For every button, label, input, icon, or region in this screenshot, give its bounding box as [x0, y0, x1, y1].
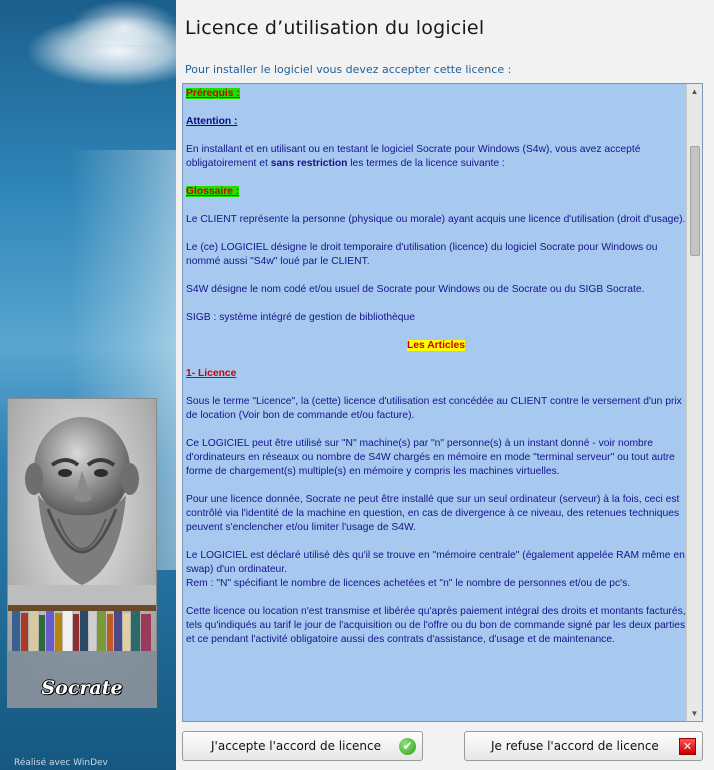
accept-button-label: J'accepte l'accord de licence [211, 739, 382, 753]
cloud-decoration [28, 16, 176, 86]
articles-heading: Les Articles [407, 340, 465, 351]
scroll-thumb[interactable] [690, 146, 700, 256]
section1-paragraph: Pour une licence donnée, Socrate ne peut être installé que sur un seul ordinateur (serveur) à la fois, ceci est contrôlé via l'identité de la machine en question, en cas de divergence à ce niveau, des retenues techniques peuvent s'enclencher et/ou limiter l'usage de S4W. [186, 494, 680, 533]
glossaire-heading: Glossaire : [186, 186, 240, 197]
section1-paragraph: Sous le terme "Licence", la (cette) licence d'utilisation est concédée au CLIENT contre le versement d'un prix de location (Voir bon de commande et/ou facture). [186, 396, 682, 421]
memory-line: Le LOGICIEL est déclaré utilisé dès qu'il se trouve en "mémoire centrale" (également appelée RAM même en swap) d'un ordinateur. [186, 550, 685, 575]
close-square-icon: ✕ [679, 738, 696, 755]
intro-bold-text: sans restriction [270, 158, 348, 169]
transfer-paragraph: Cette licence ou location n'est transmise et libérée qu'après paiement intégral des droits et montants facturés, tels qu'indiqués au tarif le jour de l'acquisition ou de l'offre ou du bon de commande signé par les deux parties et ce pendant l'activité obligatoire aussi des contrats d'assistance, d'usage et de maintenance. [186, 606, 686, 645]
page-subtitle: Pour installer le logiciel vous devez accepter cette licence : [185, 63, 512, 76]
arrow-down-icon[interactable]: ▼ [690, 709, 699, 718]
section1-paragraph: Ce LOGICIEL peut être utilisé sur "N" machine(s) par "n" personne(s) à un instant donné - voir nombre d'ordinateurs en réseaux ou nombre de S4W chargés en mémoire en mode "terminal serveur" ou tout autre forme de chargement(s) multiple(s) en mémoire y compris les machines virtuelles. [186, 438, 675, 477]
socrate-logo [7, 398, 157, 708]
check-circle-icon: ✔ [399, 738, 416, 755]
refuse-license-button[interactable] [464, 731, 703, 761]
glossary-item: Le (ce) LOGICIEL désigne le droit temporaire d'utilisation (licence) du logiciel Socrate pour Windows ou nommé aussi "S4w" loué par le CLIENT. [186, 242, 658, 267]
accept-license-button[interactable] [182, 731, 423, 761]
sidebar-panel [0, 0, 176, 770]
logo-text: Socrate [41, 677, 123, 699]
memory-remark: Rem : "N" spécifiant le nombre de licences achetées et "n" le nombre de personnes et/ou de pc's. [186, 578, 631, 589]
glossary-item: SIGB : système intégré de gestion de bibliothèque [186, 312, 415, 323]
intro-text: En installant et en utilisant ou en testant le logiciel Socrate pour Windows (S4w), vous avez accepté obligatoirement et [186, 144, 641, 169]
intro-paragraph [186, 143, 686, 171]
arrow-up-icon[interactable]: ▲ [690, 87, 699, 96]
license-content [186, 87, 686, 661]
vertical-scrollbar[interactable] [686, 84, 702, 721]
license-textarea[interactable] [182, 83, 703, 722]
intro-text-end: les termes de la licence suivante : [347, 158, 505, 169]
windev-note: Réalisé avec WinDev [14, 758, 108, 768]
glossary-item: Le CLIENT représente la personne (physique ou morale) ayant acquis une licence d'utilisation (droit d'usage). [186, 214, 686, 225]
memory-paragraph [186, 549, 686, 591]
section1-title: 1- Licence [186, 368, 237, 379]
page-title: Licence d’utilisation du logiciel [185, 17, 485, 39]
glossary-item: S4W désigne le nom codé et/ou usuel de Socrate pour Windows ou de Socrate ou du SIGB Socrate. [186, 284, 645, 295]
refuse-button-label: Je refuse l'accord de licence [491, 739, 659, 753]
socrate-bust-image [8, 399, 156, 707]
attention-heading: Attention : [186, 116, 238, 127]
prerequis-heading: Prérequis : [186, 88, 240, 99]
